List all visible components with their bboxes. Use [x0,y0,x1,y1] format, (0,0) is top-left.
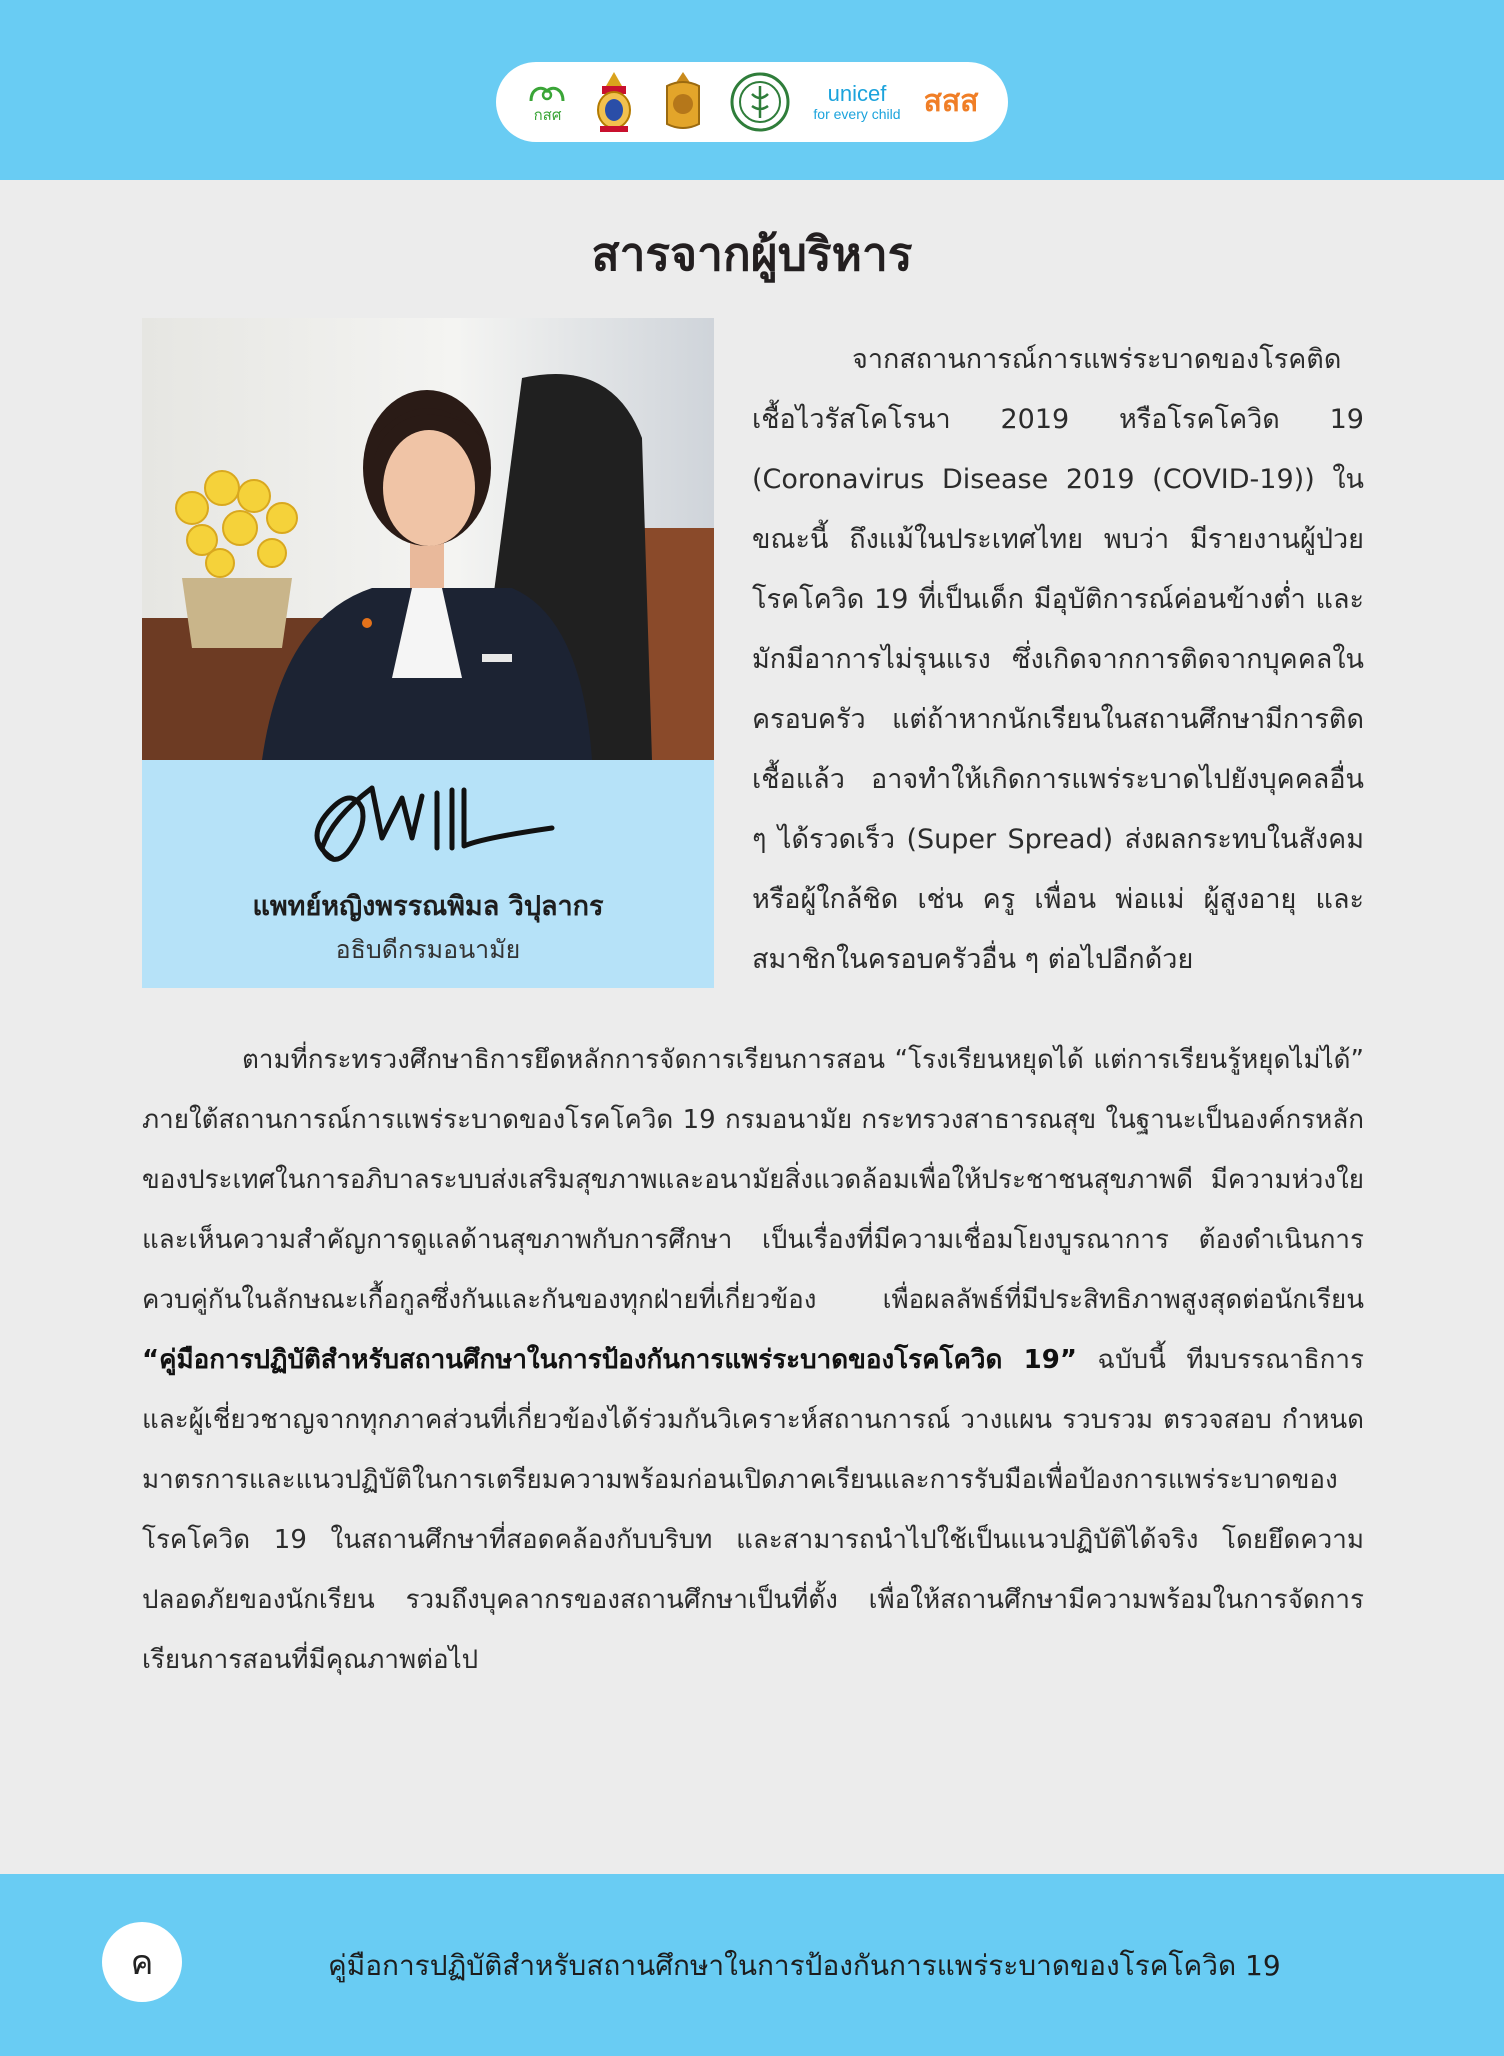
footer-title: คู่มือการปฏิบัติสำหรับสถานศึกษาในการป้องกันการแพร่ระบาดของโรคโควิด 19 [328,1949,1281,1982]
health-department-seal-logo [730,72,790,132]
sss-logo [923,84,979,119]
ministry-seal-logo [592,70,636,134]
executive-signature [292,768,572,888]
body-text-part2: ฉบับนี้ ทีมบรรณาธิการและผู้เชี่ยวชาญจากทุกภาคส่วนที่เกี่ยวข้องได้ร่วมกันวิเคราะห์สถานการณ์ วางแผน รวบรวม ตรวจสอบ กำหนดมาตรการและแนวปฏิบัติในการเตรียมความพร้อมก่อนเปิดภาคเรียนและการรับมือเพื่อป้องการแพร่ระบาดของโรคโควิด 19 ในสถานศึกษาที่สอดคล้องกับบริบท และสามารถนำไปใช้เป็นแนวปฏิบัติได้จริง โดยยึดความปลอดภัยของนักเรียน รวมถึงบุคลากรของสถานศึกษาเป็นที่ตั้ง เพื่อให้สถานศึกษามีความพร้อมในการจัดการเรียนการสอนที่มีคุณภาพต่อไป [142,1345,1364,1675]
unicef-tagline: for every child [813,106,901,122]
kst-logo-text: กสศ [533,106,562,124]
executive-photo [142,318,714,760]
kst-logo [525,81,569,123]
sss-wordmark: สสส [923,84,979,119]
intro-paragraph: จากสถานการณ์การแพร่ระบาดของโรคติดเชื้อไวรัสโคโรนา 2019 หรือโรคโควิด 19 (Coronavirus Disease 2019 (COVID-19)) ในขณะนี้ ถึงแม้ในประเทศไทย พบว่า มีรายงานผู้ป่วยโรคโควิด 19 ที่เป็นเด็ก มีอุบัติการณ์ค่อนข้างต่ำ และมักมีอาการไม่รุนแรง ซึ่งเกิดจากการติดจากบุคคลในครอบครัว แต่ถ้าหากนักเรียนในสถานศึกษามีการติดเชื้อแล้ว อาจทำให้เกิดการแพร่ระบาดไปยังบุคคลอื่น ๆ ได้รวดเร็ว (Super Spread) ส่งผลกระทบในสังคมหรือผู้ใกล้ชิด เช่น ครู เพื่อน พ่อแม่ ผู้สูงอายุ และสมาชิกในครอบครัวอื่น ๆ ต่อไปอีกด้วย [752,344,1364,975]
page-title: สารจากผู้บริหาร [591,227,913,281]
body-paragraph [142,1030,1364,1690]
executive-name: แพทย์หญิงพรรณพิมล วิปุลากร [252,891,604,922]
manual-title-bold: “คู่มือการปฏิบัติสำหรับสถานศึกษาในการป้องกันการแพร่ระบาดของโรคโควิด 19” [142,1345,1077,1375]
executive-profile [142,318,714,988]
unicef-wordmark: unicef [827,81,887,106]
body-text-part1: ตามที่กระทรวงศึกษาธิการยึดหลักการจัดการเรียนการสอน “โรงเรียนหยุดได้ แต่การเรียนรู้หยุดไม่ได้” ภายใต้สถานการณ์การแพร่ระบาดของโรคโควิด 19 กรมอนามัย กระทรวงสาธารณสุข ในฐานะเป็นองค์กรหลักของประเทศในการอภิบาลระบบส่งเสริมสุขภาพและอนามัยสิ่งแวดล้อมเพื่อให้ประชาชนสุขภาพดี มีความห่วงใยและเห็นความสำคัญการดูแลด้านสุขภาพกับการศึกษา เป็นเรื่องที่มีความเชื่อมโยงบูรณาการ ต้องดำเนินการควบคู่กันในลักษณะเกื้อกูลซึ่งกันและกันของทุกฝ่ายที่เกี่ยวข้อง เพื่อผลลัพธ์ที่มีประสิทธิภาพสูงสุดต่อนักเรียน [142,1045,1364,1315]
education-seal-logo [659,70,707,134]
unicef-logo [813,82,900,122]
partner-logos [496,62,1008,142]
leaf-icon [525,81,569,107]
header-band [0,0,1504,180]
executive-position: อธิบดีกรมอนามัย [335,935,521,964]
page-number-badge: ค [102,1922,182,2002]
